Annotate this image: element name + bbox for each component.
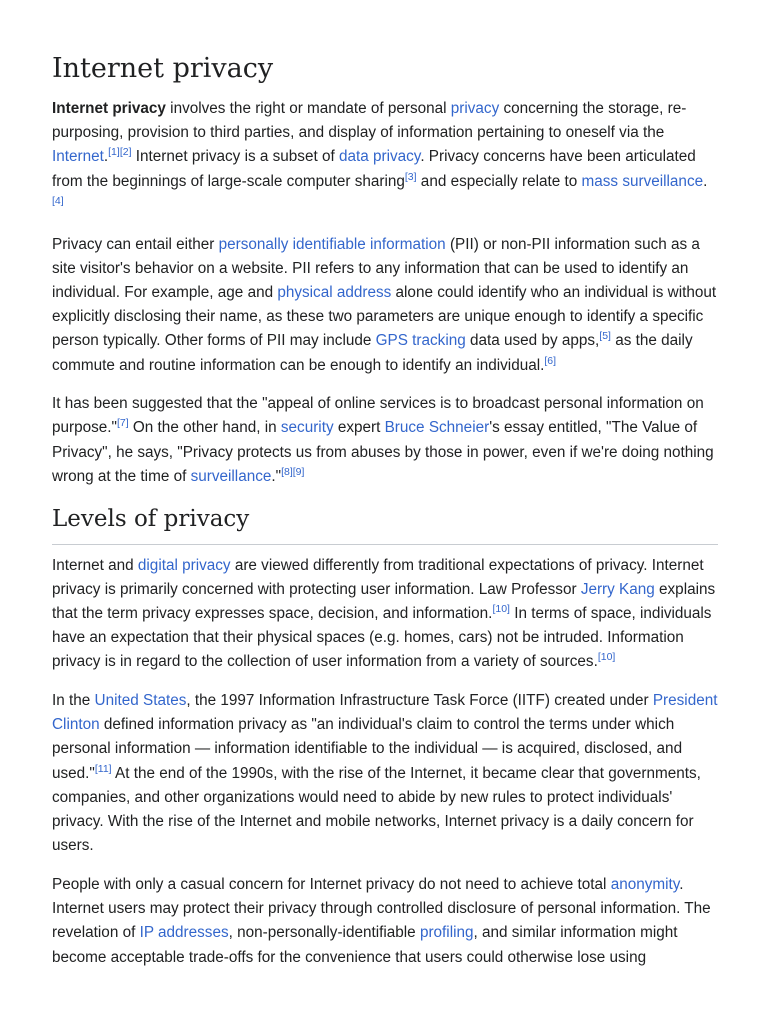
ref-9[interactable] [293,466,305,478]
text: and especially relate to [416,172,582,190]
ref-link-11[interactable]: [11] [94,762,112,775]
link-digital-privacy[interactable]: digital privacy [137,556,231,574]
text: 's essay entitled, "The Value of Privacy", he says, "Privacy protects us from abuses by those in power, even if we're doing nothing wrong at the time of [52,419,714,485]
link-ip-addresses[interactable]: IP addresses [139,924,229,942]
link-profiling[interactable]: profiling [419,924,474,942]
ref-link-1[interactable]: [1] [108,146,120,159]
bold-term: Internet privacy [52,100,166,117]
paragraph-levels [52,554,718,675]
link-bruce-schneier[interactable]: Bruce Schneier [384,419,490,437]
link-security[interactable]: security [280,419,334,437]
ref-1[interactable] [108,146,120,158]
text: . [703,172,708,190]
text: At the end of the 1990s, with the rise of the Internet, it became clear that governments, companies, and other organizations would need to abide by new rules to protect individuals' privacy. With the rise of the Internet and mobile networks, Internet privacy is a daily concern for users. [52,764,701,855]
link-united-states[interactable]: United States [94,692,187,710]
text: , non-personally-identifiable [228,924,420,942]
ref-3[interactable] [405,171,417,183]
link-privacy[interactable]: privacy [450,100,500,117]
text: Internet privacy is a subset of [131,148,339,166]
text: People with only a casual concern for Internet privacy do not need to achieve total [52,875,611,893]
link-pii[interactable]: personally identifiable information [218,235,446,253]
paragraph-schneier [52,392,718,489]
link-surveillance[interactable]: surveillance [190,467,272,485]
ref-link-5[interactable]: [5] [599,330,611,343]
text: . Internet users may protect their privacy through controlled disclosure of personal information. The revelation of [52,875,711,942]
link-jerry-kang[interactable]: Jerry Kang [580,580,655,598]
link-president-clinton[interactable]: President Clinton [52,692,718,734]
text: ." [271,467,282,485]
text: defined information privacy as "an individual's claim to control the terms under which personal information — information identifiable to the individual — is acquired, disclosed, and used." [52,716,683,782]
text: Internet and [52,556,138,574]
text: data used by apps, [465,332,600,350]
text: are viewed differently from traditional expectations of privacy. Internet privacy is primarily concerned with protecting user information. Law Professor [52,556,704,598]
text: as the daily commute and routine information can be enough to identify an individual. [52,332,693,374]
ref-link-10[interactable]: [10] [492,602,510,615]
text: It has been suggested that the "appeal of online services is to broadcast personal information on purpose." [52,395,704,437]
ref-2[interactable] [120,146,132,158]
text: expert [333,419,385,437]
ref-link-9[interactable]: [9] [292,465,305,478]
text: In the [52,692,95,710]
ref-11[interactable] [95,763,112,775]
link-gps-tracking[interactable]: GPS tracking [375,332,466,350]
article-content [52,0,718,984]
text: explains that the term privacy expresses space, decision, and information. [52,580,716,622]
ref-link-6[interactable]: [6] [544,354,557,367]
text: concerning the storage, re-purposing, provision to third parties, and display of information pertaining to oneself via the [52,100,687,142]
ref-link-10[interactable]: [10] [597,651,616,664]
ref-7[interactable] [117,417,129,429]
text: In terms of space, individuals have an expectation that their physical spaces (e.g. homes, cars) not be intruded. Information privacy is in regard to the collection of user information from a variety of sources. [52,604,712,671]
ref-6[interactable] [544,354,556,366]
text: On the other hand, in [128,419,281,437]
ref-link-7[interactable]: [7] [116,417,129,430]
text: . [103,148,109,166]
text: , the 1997 Information Infrastructure Task Force (IITF) created under [186,692,653,710]
paragraph-iitf [52,689,718,858]
paragraph-pii [52,233,718,378]
page-title: Internet privacy [52,53,274,84]
text: involves the right or mandate of personal [165,100,451,117]
paragraph-anonymity [52,873,718,970]
link-internet[interactable]: Internet [52,148,104,166]
paragraph-intro [52,97,718,218]
ref-link-8[interactable]: [8] [281,465,293,478]
link-data-privacy[interactable]: data privacy [338,148,421,166]
text: Privacy can entail either [52,235,219,253]
ref-10[interactable] [492,603,510,615]
ref-4[interactable] [52,195,64,207]
link-mass-surveillance[interactable]: mass surveillance [581,172,704,190]
ref-link-2[interactable]: [2] [119,146,132,159]
ref-link-4[interactable]: [4] [52,194,64,207]
ref-10[interactable] [598,651,616,663]
ref-link-3[interactable]: [3] [404,170,417,183]
text: , and similar information might become acceptable trade-offs for the convenience that users could otherwise lose using [52,924,678,966]
link-anonymity[interactable]: anonymity [610,875,680,893]
text: (PII) or non-PII information such as a site visitor's behavior on a website. PII refers to any information that can be used to identify an individual. For example, age and [52,235,700,301]
link-physical-address[interactable]: physical address [277,283,392,301]
text: . Privacy concerns have been articulated from the beginnings of large-scale computer sharing [52,148,696,190]
ref-8[interactable] [281,466,293,478]
text: alone could identify who an individual is without explicitly disclosing their name, as these two parameters are unique enough to identify a specific person typically. Other forms of PII may include [52,283,717,350]
ref-5[interactable] [599,330,611,342]
section-heading-levels-of-privacy: Levels of privacy [52,504,718,545]
